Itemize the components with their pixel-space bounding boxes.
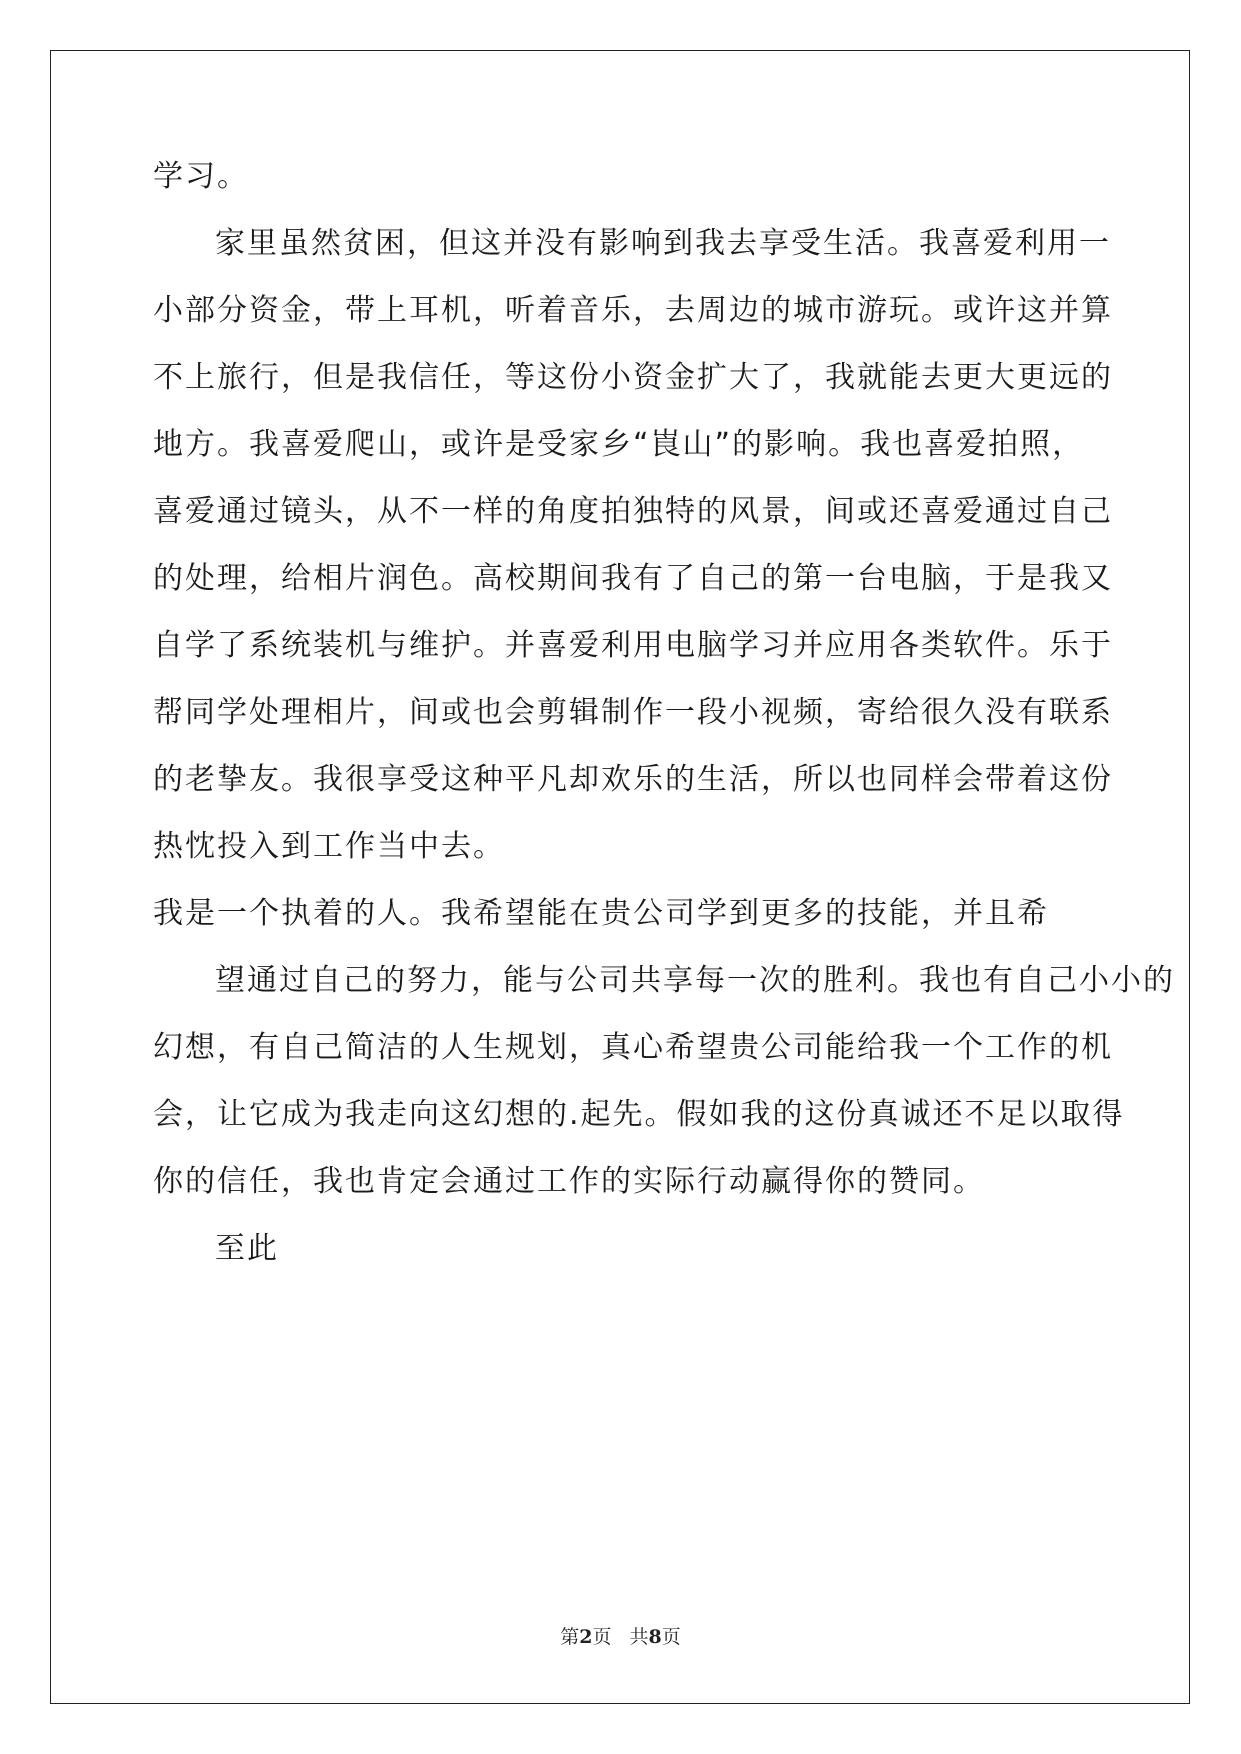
text-line-14: 幻想，有自己简洁的人生规划，真心希望贵公司能给我一个工作的机 bbox=[153, 1030, 1113, 1065]
text-line-3: 小部分资金，带上耳机，听着音乐，去周边的城市游玩。或许这并算 bbox=[153, 293, 1113, 328]
text-line-16: 你的信任，我也肯定会通过工作的实际行动赢得你的赞同。 bbox=[153, 1164, 985, 1199]
text-line-13: 望通过自己的努力，能与公司共享每一次的胜利。我也有自己小小的 bbox=[215, 963, 1175, 998]
footer-total-suffix: 页 bbox=[661, 1626, 681, 1648]
text-line-5: 地方。我喜爱爬山，或许是受家乡“崀山”的影响。我也喜爱拍照， bbox=[153, 427, 1085, 462]
text-line-2: 家里虽然贫困，但这并没有影响到我去享受生活。我喜爱利用一 bbox=[215, 226, 1111, 261]
footer-prefix: 第 bbox=[560, 1626, 580, 1648]
footer-total-pages: 8 bbox=[648, 1626, 662, 1648]
text-line-9: 帮同学处理相片，间或也会剪辑制作一段小视频，寄给很久没有联系 bbox=[153, 695, 1113, 730]
text-line-4: 不上旅行，但是我信任，等这份小资金扩大了，我就能去更大更远的 bbox=[153, 360, 1113, 395]
footer-page-number: 2 bbox=[579, 1626, 593, 1648]
footer-page-suffix: 页 bbox=[592, 1626, 612, 1648]
footer-total-prefix: 共 bbox=[629, 1626, 649, 1648]
text-line-15: 会，让它成为我走向这幻想的.起先。假如我的这份真诚还不足以取得 bbox=[153, 1097, 1125, 1132]
text-line-11: 热忱投入到工作当中去。 bbox=[153, 829, 505, 864]
text-line-1: 学习。 bbox=[153, 159, 249, 194]
text-line-6: 喜爱通过镜头，从不一样的角度拍独特的风景，间或还喜爱通过自己 bbox=[153, 494, 1113, 529]
text-line-7: 的处理，给相片润色。高校期间我有了自己的第一台电脑，于是我又 bbox=[153, 561, 1113, 596]
page-footer bbox=[0, 1622, 1241, 1649]
text-line-17: 至此 bbox=[215, 1231, 279, 1266]
text-line-10: 的老挚友。我很享受这种平凡却欢乐的生活，所以也同样会带着这份 bbox=[153, 762, 1113, 797]
text-line-12: 我是一个执着的人。我希望能在贵公司学到更多的技能，并且希 bbox=[153, 896, 1049, 931]
text-line-8: 自学了系统装机与维护。并喜爱利用电脑学习并应用各类软件。乐于 bbox=[153, 628, 1113, 663]
